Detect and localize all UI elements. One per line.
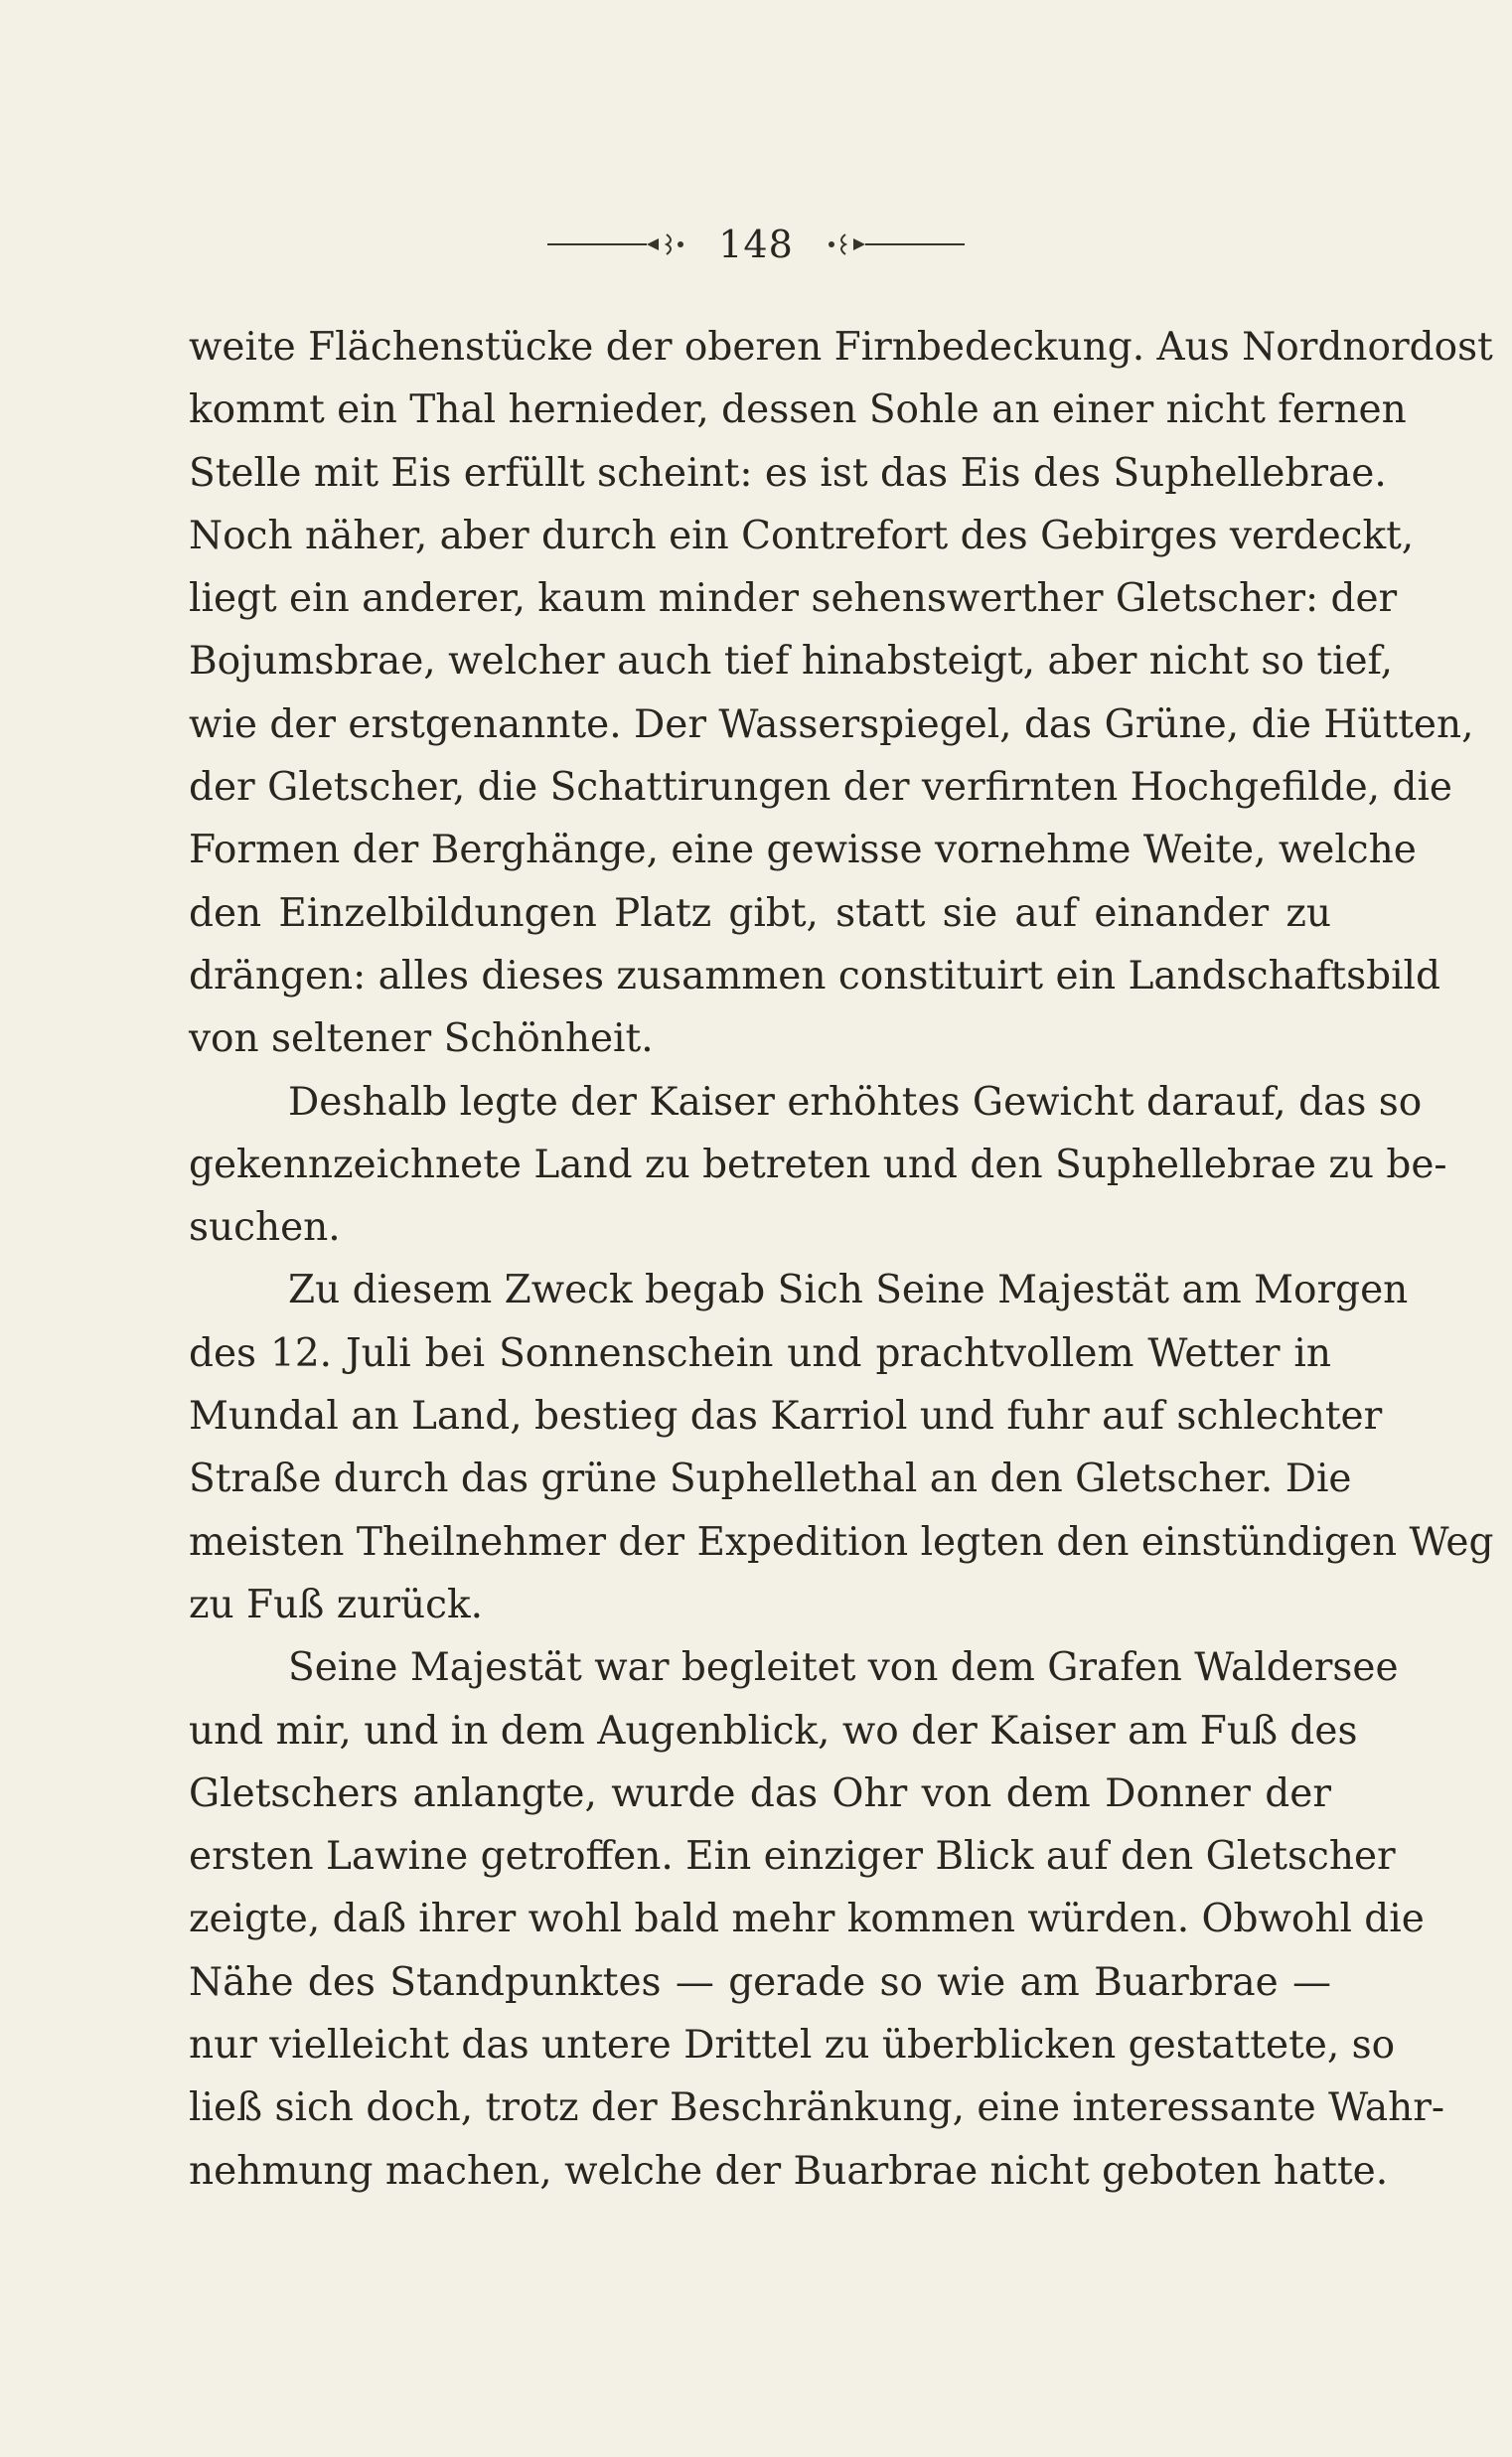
text-line: ließ sich doch, trotz der Beschränkung, eine interessante Wahr- — [189, 2085, 1445, 2131]
text-line: Formen der Berghänge, eine gewisse vornehme Weite, welche — [189, 828, 1417, 873]
text-line: zu Fuß zurück. — [189, 1582, 483, 1627]
text-line: von seltener Schönheit. — [189, 1016, 654, 1062]
text-line: suchen. — [189, 1205, 341, 1251]
paragraph — [189, 1636, 1445, 2203]
text-line: meisten Theilnehmer der Expedition legten den einstündigen Weg — [189, 1519, 1494, 1565]
text-line: wie der erstgenannte. Der Wasserspiegel, das Grüne, die Hütten, — [189, 701, 1474, 747]
paragraph — [189, 1259, 1494, 1636]
text-line: Gletschers anlangte, wurde das Ohr von dem Donner der — [189, 1770, 1331, 1816]
text-line: zeigte, daß ihrer wohl bald mehr kommen würden. Obwohl die — [189, 1897, 1425, 1942]
text-line: kommt ein Thal hernieder, dessen Sohle an einer nicht fernen — [189, 387, 1407, 433]
right-ornament-icon — [816, 230, 965, 258]
text-line: des 12. Juli bei Sonnenschein und prachtvollem Wetter in — [189, 1330, 1331, 1376]
page-header — [0, 223, 1512, 266]
text-line: weite Flächenstücke der oberen Firnbedeckung. Aus Nordnordost — [189, 325, 1493, 370]
text-line: Mundal an Land, bestieg das Karriol und fuhr auf schlechter — [189, 1394, 1383, 1440]
text-line: nur vielleicht das untere Drittel zu überblicken gestattete, so — [189, 2023, 1396, 2069]
text-line: Zu diesem Zweck begab Sich Seine Majestät am Morgen — [288, 1268, 1409, 1313]
text-line: ersten Lawine getroffen. Ein einziger Blick auf den Gletscher — [189, 1834, 1396, 1880]
body-text — [189, 316, 1494, 2203]
text-line: Deshalb legte der Kaiser erhöhtes Gewicht darauf, das so — [288, 1079, 1423, 1125]
left-ornament-icon — [547, 230, 696, 258]
paragraph — [189, 1071, 1447, 1260]
text-line: Bojumsbrae, welcher auch tief hinabsteigt, aber nicht so tief, — [189, 639, 1393, 685]
text-line: und mir, und in dem Augenblick, wo der Kaiser am Fuß des — [189, 1708, 1358, 1754]
text-line: Nähe des Standpunktes — gerade so wie am Buarbrae — — [189, 1959, 1331, 2005]
text-line: der Gletscher, die Schattirungen der verfirnten Hochgefilde, die — [189, 765, 1452, 811]
page-number: 148 — [718, 223, 794, 266]
text-line: Stelle mit Eis erfüllt scheint: es ist das Eis des Suphellebrae. — [189, 450, 1387, 496]
text-line: Noch näher, aber durch ein Contrefort des Gebirges verdeckt, — [189, 513, 1415, 558]
text-line: gekennzeichnete Land zu betreten und den Suphellebrae zu be- — [189, 1142, 1447, 1187]
paragraph — [189, 316, 1493, 1071]
text-line: drängen: alles dieses zusammen constituirt ein Landschaftsbild — [189, 953, 1440, 998]
text-line: den Einzelbildungen Platz gibt, statt sie auf einander zu — [189, 890, 1331, 936]
text-line: nehmung machen, welche der Buarbrae nicht geboten hatte. — [189, 2148, 1389, 2194]
text-line: Seine Majestät war begleitet von dem Grafen Waldersee — [288, 1645, 1399, 1691]
text-line: Straße durch das grüne Suphellethal an den Gletscher. Die — [189, 1457, 1352, 1502]
text-line: liegt ein anderer, kaum minder sehenswerther Gletscher: der — [189, 576, 1398, 622]
